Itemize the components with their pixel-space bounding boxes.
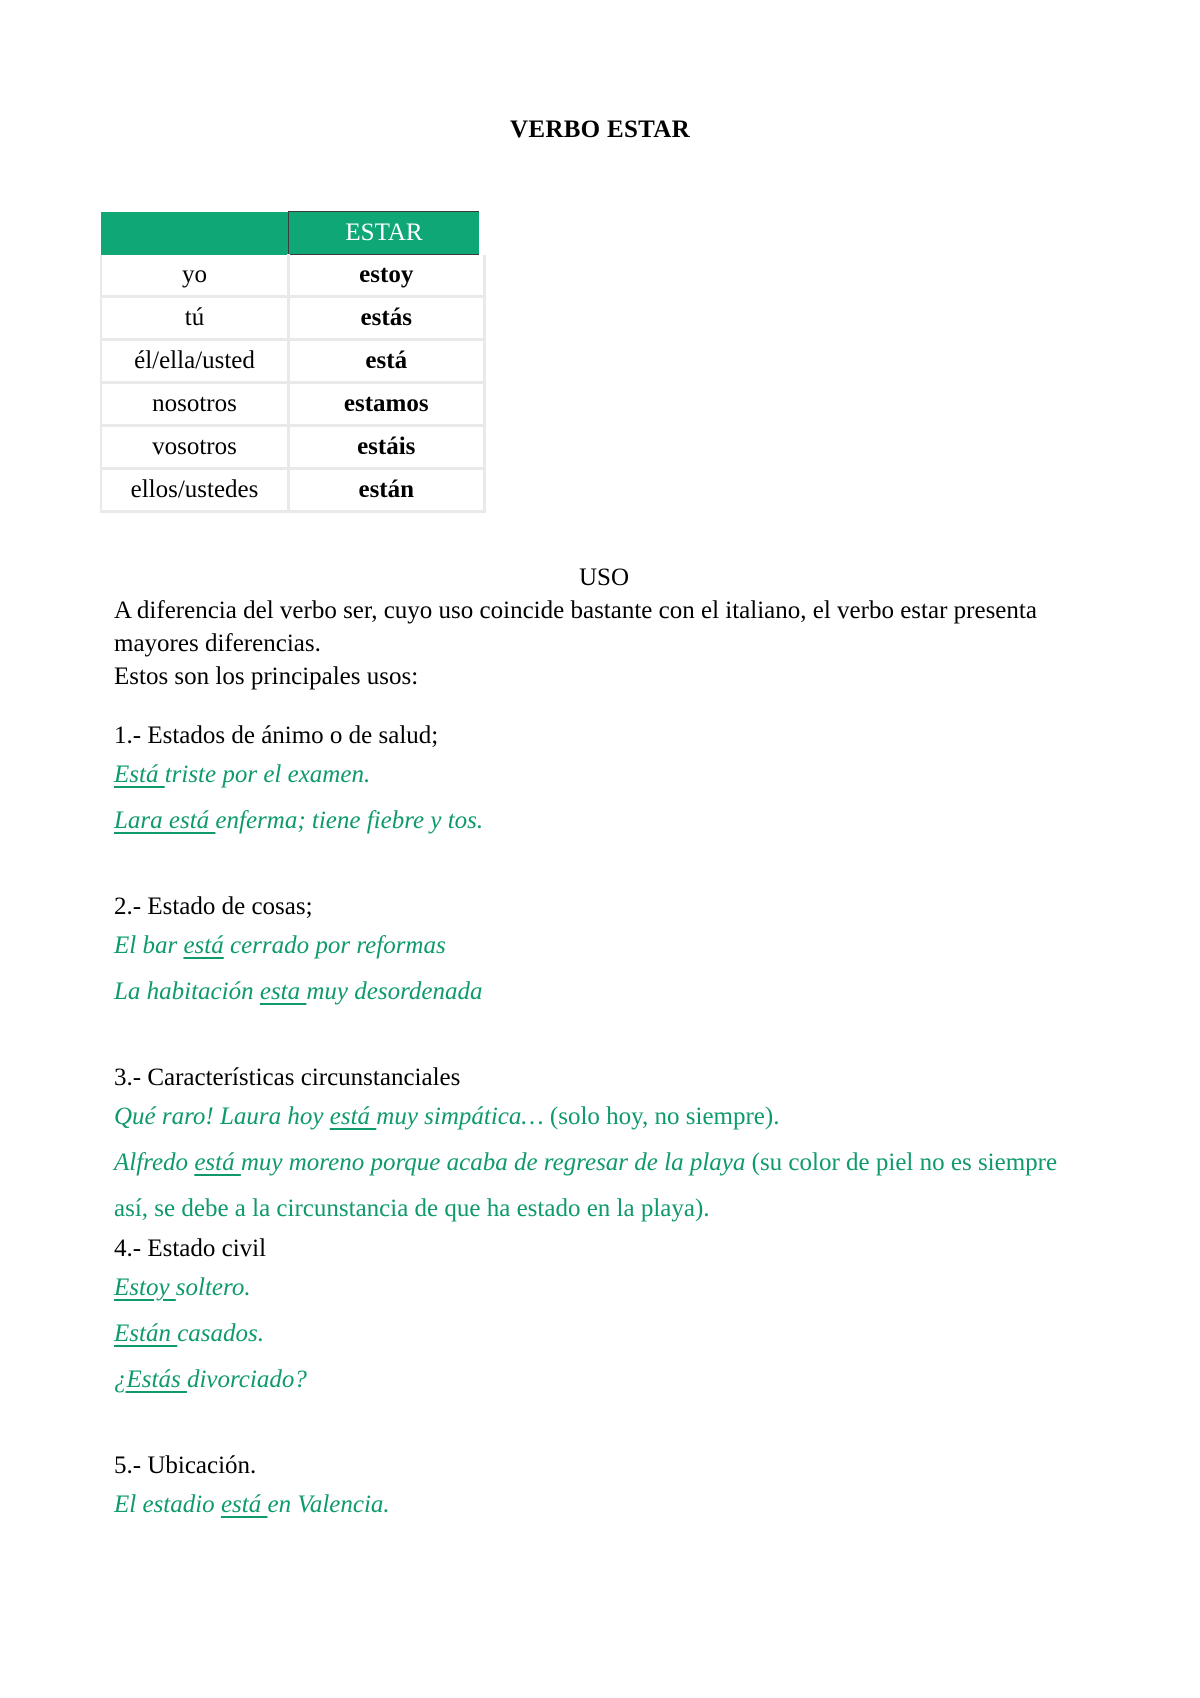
uso-content xyxy=(114,561,1094,1528)
example-sentence xyxy=(114,1140,1094,1232)
example-sentence xyxy=(114,798,1094,844)
spacer xyxy=(114,1403,1094,1449)
example-text: El estadio xyxy=(114,1491,221,1518)
table-header-row xyxy=(101,212,484,255)
example-text: muy moreno porque acaba de regresar de la playa xyxy=(240,1149,752,1176)
section-heading: 4.- Estado civil xyxy=(114,1235,267,1262)
verb-form-cell: está xyxy=(289,340,485,383)
example-text: muy desordenada xyxy=(306,978,483,1005)
verb-form-cell: estáis xyxy=(289,426,485,469)
verb-form-cell: estamos xyxy=(289,383,485,426)
example-verb: está xyxy=(329,1103,377,1130)
pronoun-cell: vosotros xyxy=(101,426,289,469)
pronoun-cell: él/ella/usted xyxy=(101,340,289,383)
example-note: (su color de piel no es siempre así, se debe a la circunstancia de que ha estado en la playa). xyxy=(114,1149,1058,1222)
table-row xyxy=(101,383,484,426)
example-text: cerrado por reformas xyxy=(223,932,446,959)
spacer xyxy=(114,844,1094,890)
example-sentence xyxy=(114,1094,1094,1140)
page-title: VERBO ESTAR xyxy=(510,116,690,143)
example-note: (solo hoy, no siempre). xyxy=(549,1103,780,1130)
example-sentence xyxy=(114,1265,1094,1311)
verb-form-cell: estás xyxy=(289,297,485,340)
pronoun-cell: nosotros xyxy=(101,383,289,426)
example-text: Qué raro! Laura hoy xyxy=(114,1103,330,1130)
section-heading: 1.- Estados de ánimo o de salud; xyxy=(114,722,439,749)
example-sentence xyxy=(114,1311,1094,1357)
example-text: casados. xyxy=(177,1320,265,1347)
example-sentence xyxy=(114,1357,1094,1403)
example-text: Alfredo xyxy=(114,1149,195,1176)
example-verb: está xyxy=(194,1149,241,1176)
example-verb: Están xyxy=(114,1320,178,1347)
example-text: enferma; tiene fiebre y tos. xyxy=(215,807,484,834)
table-row xyxy=(101,469,484,512)
example-text: El bar xyxy=(114,932,184,959)
table-row xyxy=(101,297,484,340)
conjugation-table xyxy=(100,211,489,513)
example-verb: Está xyxy=(114,761,165,788)
example-verb: está xyxy=(183,932,224,959)
table-row xyxy=(101,255,484,297)
table-header-verb: ESTAR xyxy=(289,212,485,255)
example-verb: Lara está xyxy=(114,807,216,834)
uso-intro: A diferencia del verbo ser, cuyo uso coincide bastante con el italiano, el verbo estar presenta mayores diferencias. xyxy=(114,597,1037,657)
example-verb: Estoy xyxy=(114,1274,176,1301)
example-sentence xyxy=(114,923,1094,969)
section-heading: 5.- Ubicación. xyxy=(114,1452,257,1479)
example-text: divorciado? xyxy=(186,1366,307,1393)
table-header-empty xyxy=(101,212,289,255)
section-heading: 3.- Características circunstanciales xyxy=(114,1064,461,1091)
example-text: triste por el examen. xyxy=(164,761,371,788)
table-row xyxy=(101,340,484,383)
verb-form-cell: están xyxy=(289,469,485,512)
example-text: La habitación xyxy=(114,978,260,1005)
uso-heading: USO xyxy=(578,564,629,591)
pronoun-cell: yo xyxy=(101,255,289,297)
example-sentence xyxy=(114,969,1094,1015)
spacer xyxy=(114,693,1094,719)
example-verb: está xyxy=(220,1491,268,1518)
pronoun-cell: tú xyxy=(101,297,289,340)
spacer xyxy=(114,1015,1094,1061)
verb-form-cell: estoy xyxy=(289,255,485,297)
example-text: soltero. xyxy=(175,1274,251,1301)
example-text: en Valencia. xyxy=(267,1491,390,1518)
example-sentence xyxy=(114,752,1094,798)
example-verb: ¿Estás xyxy=(114,1366,187,1393)
example-verb: esta xyxy=(259,978,307,1005)
uso-intro-list: Estos son los principales usos: xyxy=(114,663,419,690)
table-row xyxy=(101,426,484,469)
example-text: muy simpática… xyxy=(376,1103,550,1130)
pronoun-cell: ellos/ustedes xyxy=(101,469,289,512)
section-heading: 2.- Estado de cosas; xyxy=(114,893,313,920)
example-sentence xyxy=(114,1482,1094,1528)
